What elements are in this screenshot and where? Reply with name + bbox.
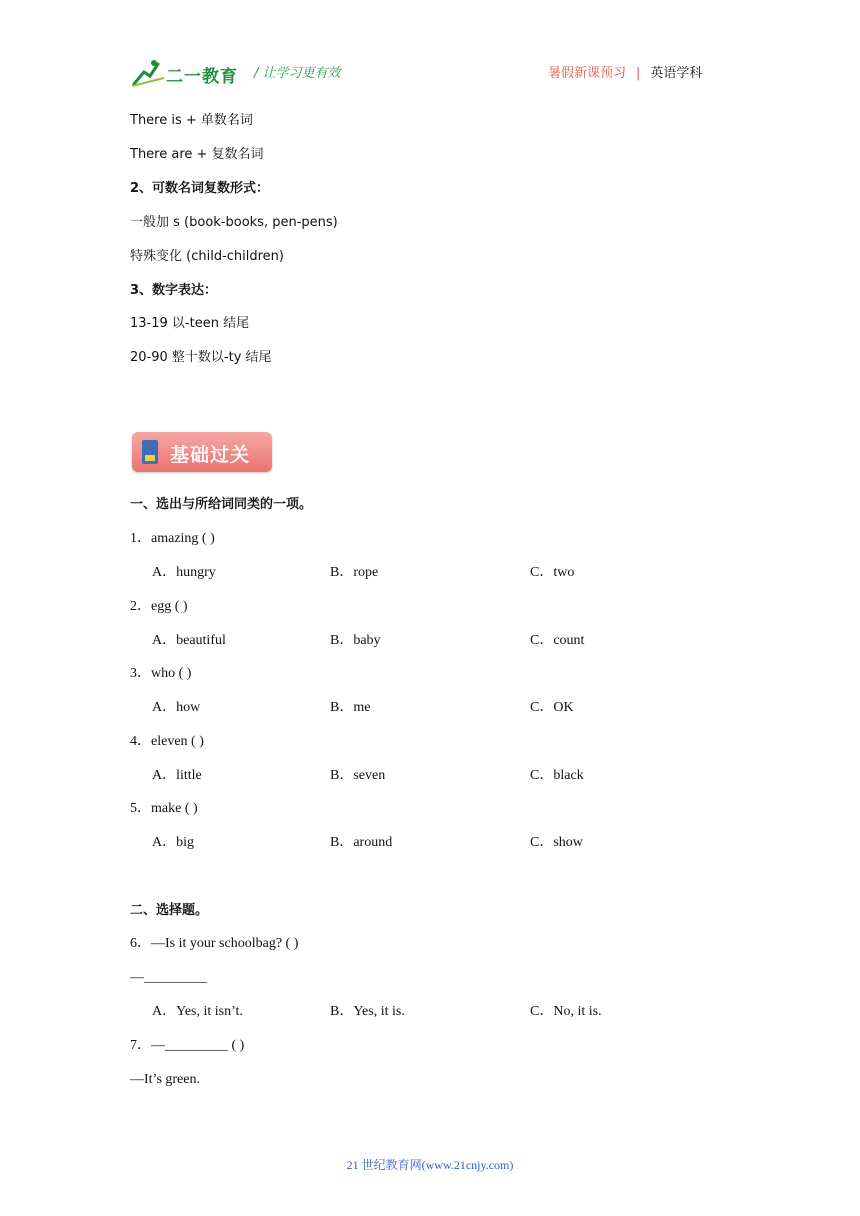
logo	[130, 58, 240, 88]
number-rule-1: 13-19 以-teen 结尾	[130, 316, 250, 331]
there-are-rule: There are + 复数名词	[130, 147, 264, 162]
runner-logo-icon	[130, 58, 166, 88]
option-c: C．show	[530, 835, 583, 850]
course-label: 暑假新课预习	[548, 66, 627, 81]
option-b: B．around	[330, 835, 393, 850]
there-is-rule: There is + 单数名词	[130, 113, 253, 128]
book-icon	[142, 440, 158, 464]
banner-label: 基础过关	[170, 444, 251, 466]
option-b: B．me	[330, 700, 371, 715]
question-stem: 3．who ( )	[130, 666, 192, 681]
plural-rule-2: 特殊变化 (child-children)	[130, 249, 284, 264]
section-banner	[132, 432, 272, 472]
option-a: A．hungry	[152, 565, 216, 580]
section1-title: 一、选出与所给词同类的一项。	[130, 497, 313, 512]
option-c: C．black	[530, 768, 584, 783]
option-b: B．rope	[330, 565, 379, 580]
option-c: C．count	[530, 633, 585, 648]
option-a: A．big	[152, 835, 194, 850]
question-stem: 1．amazing ( )	[130, 531, 215, 546]
option-a: A．how	[152, 700, 201, 715]
number-rule-2: 20-90 整十数以-ty 结尾	[130, 350, 272, 365]
question-stem: 2．egg ( )	[130, 599, 188, 614]
header-course-info	[548, 62, 702, 81]
question-stem: 5．make ( )	[130, 801, 198, 816]
option-c: C．No, it is.	[530, 1004, 602, 1019]
option-a: A．little	[152, 768, 202, 783]
option-a: A．Yes, it isn’t.	[152, 1004, 243, 1019]
plural-rule-1: 一般加 s (book-books, pen-pens)	[130, 215, 338, 230]
answer-blank: —_________	[130, 970, 207, 985]
footer-source: 21 世纪教育网(www.21cnjy.com)	[346, 1158, 514, 1172]
option-b: B．seven	[330, 768, 386, 783]
question-stem: 7．—_________ ( )	[130, 1038, 245, 1053]
option-a: A．beautiful	[152, 633, 226, 648]
section2-title: 二、选择题。	[130, 903, 209, 918]
subject-label: 英语学科	[650, 66, 703, 81]
option-b: B．baby	[330, 633, 381, 648]
plural-heading: 2、可数名词复数形式：	[130, 181, 270, 196]
option-b: B．Yes, it is.	[330, 1004, 405, 1019]
question-stem: 6．—Is it your schoolbag? ( )	[130, 936, 299, 951]
brand-name: 二一教育	[166, 67, 238, 87]
option-c: C．OK	[530, 700, 574, 715]
question-stem: 4．eleven ( )	[130, 734, 204, 749]
dialogue-answer: —It’s green.	[130, 1072, 200, 1087]
slogan: / 让学习更有效	[254, 66, 341, 81]
number-heading: 3、数字表达：	[130, 283, 218, 298]
option-c: C．two	[530, 565, 575, 580]
header-separator: |	[636, 66, 641, 81]
